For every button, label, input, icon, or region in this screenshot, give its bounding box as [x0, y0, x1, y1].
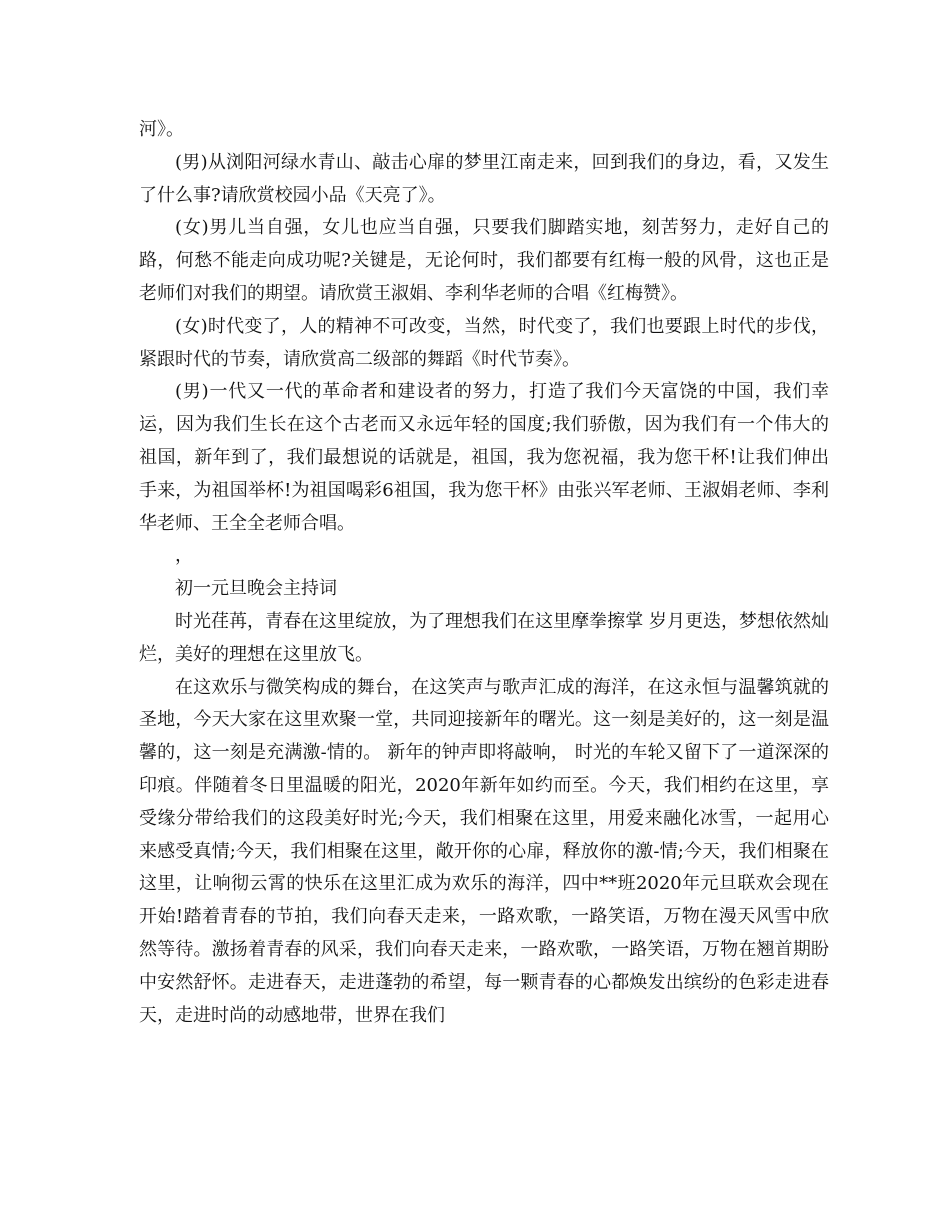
- paragraph-female-host-1: (女)男儿当自强，女儿也应当自强，只要我们脚踏实地，刻苦努力，走好自己的路，何愁不能走向成功呢?关键是，无论何时，我们都要有红梅一般的风骨，这也正是老师们对我们的期望。请欣赏王淑娟、李利华老师的合唱《红梅赞》。: [139, 217, 829, 304]
- paragraph-welcome: 在这欢乐与微笑构成的舞台，在这笑声与歌声汇成的海洋，在这永恒与温馨筑就的圣地，今天大家在这里欢聚一堂，共同迎接新年的曙光。这一刻是美好的，这一刻是温馨的，这一刻是充满激-情的。 新年的钟声即将敲响， 时光的车轮又留下了一道深深的印痕。伴随着冬日里温暖的阳光，2020年新年如约而至。今天，我们相约在这里，享受缘分带给我们的这段美好时光;今天，我们相聚在这里，用爱来融化冰雪，一起用心来感受真情;今天，我们相聚在这里，敞开你的心扉，释放你的激-情;今天，我们相聚在这里，让响彻云霄的快乐在这里汇成为欢乐的海洋，四中**班2020年元旦联欢会现在开始!踏着青春的节拍，我们向春天走来，一路欢歌，一路笑语，万物在漫天风雪中欣然等待。激扬着青春的风采，我们向春天走来，一路欢歌，一路笑语，万物在翘首期盼中安然舒怀。走进春天，走进蓬勃的希望，每一颗青春的心都焕发出缤纷的色彩走进春天，走进时尚的动感地带，世界在我们: [139, 676, 829, 1026]
- paragraph-male-host-2: (男)一代又一代的革命者和建设者的努力，打造了我们今天富饶的中国，我们幸运，因为我们生长在这个古老而又永远年轻的国度;我们骄傲，因为我们有一个伟大的祖国，新年到了，我们最想说的话就是，祖国，我为您祝福，我为您干杯!让我们伸出手来，为祖国举杯!为祖国喝彩6祖国，我为您干杯》由张兴军老师、王淑娟老师、李利华老师、王全全老师合唱。: [139, 381, 829, 534]
- document-body: [139, 114, 829, 1032]
- paragraph-separator-comma: ，: [175, 545, 193, 567]
- paragraph-opening: 时光荏苒，青春在这里绽放，为了理想我们在这里摩拳擦掌 岁月更迭，梦想依然灿烂，美好的理想在这里放飞。: [139, 610, 829, 665]
- paragraph-female-host-2: (女)时代变了，人的精神不可改变，当然，时代变了，我们也要跟上时代的步伐，紧跟时代的节奏，请欣赏高二级部的舞蹈《时代节奏》。: [139, 315, 829, 370]
- section-heading: 初一元旦晚会主持词: [175, 578, 337, 600]
- paragraph-male-host-1: (男)从浏阳河绿水青山、敲击心扉的梦里江南走来，回到我们的身边，看，又发生了什么事?请欣赏校园小品《天亮了》。: [139, 151, 829, 206]
- paragraph-continuation: 河》。: [139, 119, 184, 140]
